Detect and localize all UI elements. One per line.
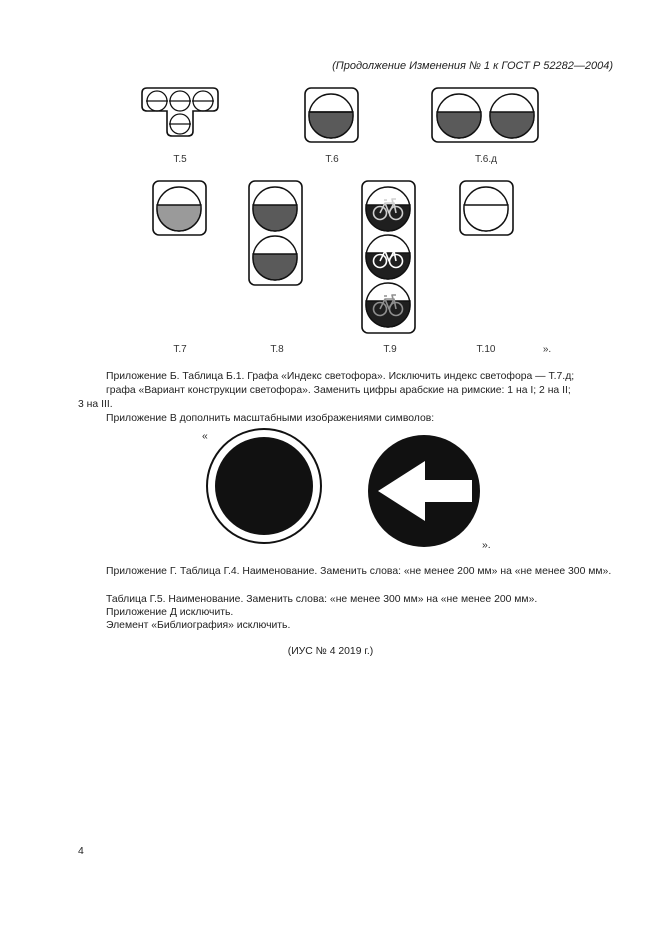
- caption-t8: Т.8: [270, 344, 284, 355]
- signal-t6: [305, 88, 358, 142]
- signal-t10: [460, 181, 513, 235]
- symbol-black-circle: [207, 429, 321, 543]
- paragraph-appendix-v: Приложение В дополнить масштабными изображениями символов:: [106, 413, 435, 424]
- paragraph-appendix-g-table5: Таблица Г.5. Наименование. Заменить слова: «не менее 300 мм» на «не менее 200 мм».: [106, 594, 538, 605]
- header-continuation: (Продолжение Изменения № 1 к ГОСТ Р 52282—2004): [332, 60, 613, 72]
- symbols-close-quote: ».: [482, 540, 491, 551]
- signal-t5: [142, 88, 218, 136]
- paragraph-appendix-b-line2: графа «Вариант конструкции светофора». Заменить цифры арабские на римские: 1 на I; 2 на II;: [106, 385, 571, 396]
- signal-t9: [362, 181, 415, 333]
- signal-t7: [153, 181, 206, 235]
- signal-t6d: [432, 88, 538, 142]
- footer-ius: (ИУС № 4 2019 г.): [287, 646, 374, 657]
- caption-t6: Т.6: [325, 154, 339, 165]
- caption-row-end: ».: [542, 344, 552, 355]
- signal-t8: [249, 181, 302, 285]
- paragraph-appendix-g-table4: Приложение Г. Таблица Г.4. Наименование. Заменить слова: «не менее 200 мм» на «не менее 300 мм».: [106, 566, 612, 577]
- paragraph-bibliography: Элемент «Библиография» исключить.: [106, 620, 291, 631]
- paragraph-appendix-d: Приложение Д исключить.: [106, 607, 234, 618]
- caption-t10: Т.10: [476, 344, 496, 355]
- caption-t5: Т.5: [173, 154, 187, 165]
- caption-t9: Т.9: [383, 344, 397, 355]
- caption-t6d: Т.6.д: [475, 154, 497, 165]
- paragraph-appendix-b-line1: Приложение Б. Таблица Б.1. Графа «Индекс светофора». Исключить индекс светофора — Т.7.д;: [106, 371, 575, 382]
- symbol-arrow-left: [368, 435, 480, 547]
- caption-t7: Т.7: [173, 344, 187, 355]
- paragraph-appendix-b-line3: 3 на III.: [78, 399, 113, 410]
- page-number: 4: [78, 846, 84, 857]
- symbols-open-quote: «: [202, 431, 208, 442]
